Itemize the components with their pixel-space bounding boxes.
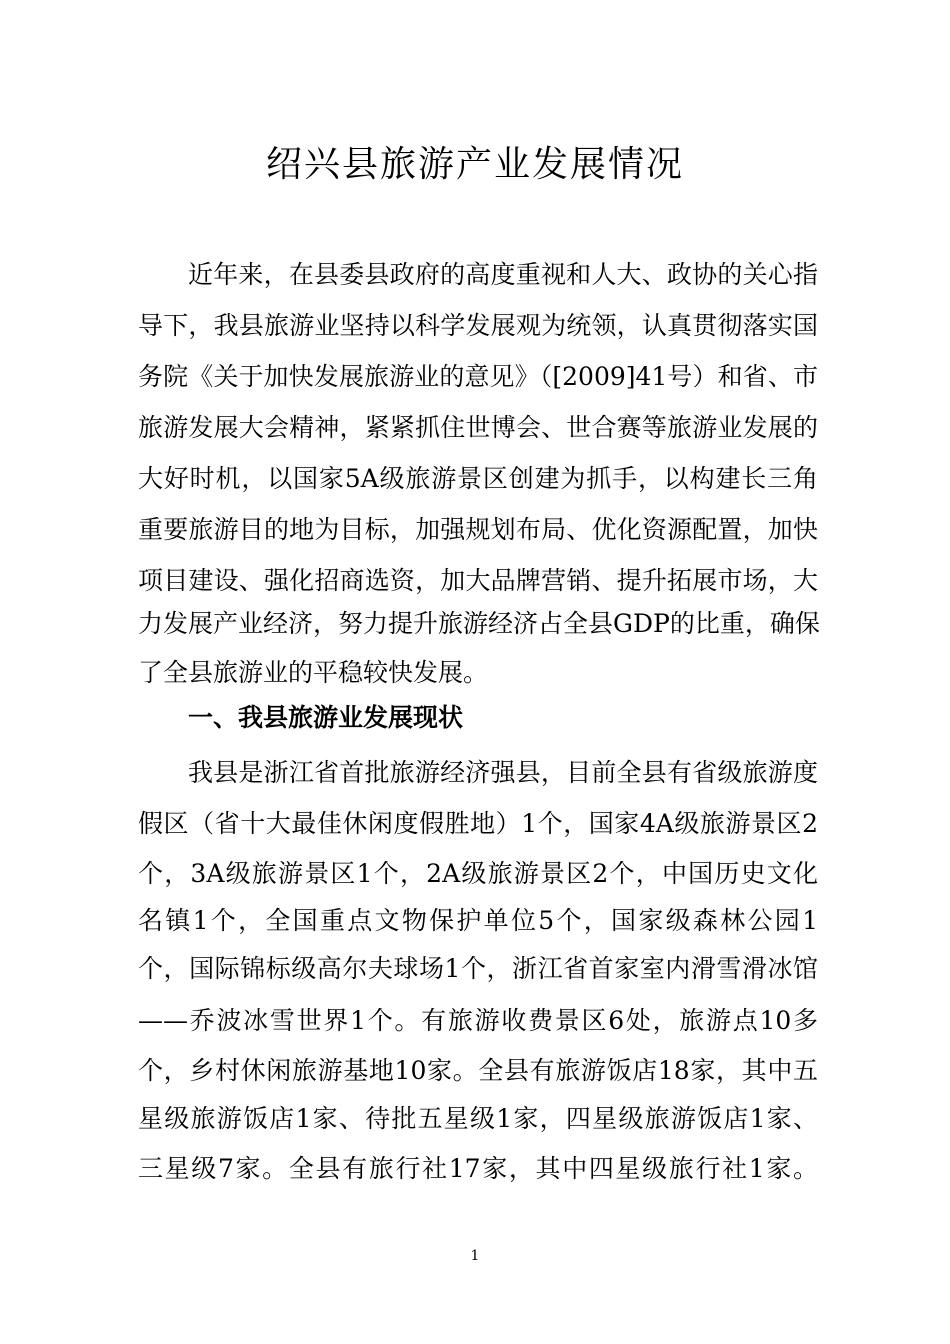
paragraph-line: 近年来，在县委县政府的高度重视和人大、政协的关心指: [188, 260, 818, 289]
paragraph-line: ——乔波冰雪世界1个。有旅游收费景区6处，旅游点10多: [138, 1006, 818, 1035]
page-number: 1: [470, 1248, 480, 1264]
paragraph-line: 星级旅游饭店1家、待批五星级1家，四星级旅游饭店1家、: [138, 1104, 818, 1133]
paragraph-line: 个，3A级旅游景区1个，2A级旅游景区2个，中国历史文化: [138, 859, 818, 888]
section-heading: 一、我县旅游业发展现状: [188, 703, 464, 732]
paragraph-line: 导下，我县旅游业坚持以科学发展观为统领，认真贯彻落实国: [138, 311, 818, 340]
paragraph-line: 假区（省十大最佳休闲度假胜地）1个，国家4A级旅游景区2: [138, 809, 818, 838]
paragraph-line: 个，国际锦标级高尔夫球场1个，浙江省首家室内滑雪滑冰馆: [138, 954, 818, 983]
paragraph-line: 力发展产业经济，努力提升旅游经济占全县GDP的比重，确保: [138, 609, 820, 638]
paragraph-line: 个，乡村休闲旅游基地10家。全县有旅游饭店18家，其中五: [138, 1056, 818, 1085]
paragraph-line: 重要旅游目的地为目标，加强规划布局、优化资源配置，加快: [138, 515, 818, 544]
paragraph-line: 旅游发展大会精神，紧紧抓住世博会、世合赛等旅游业发展的: [138, 413, 818, 442]
paragraph-line: 大好时机，以国家5A级旅游景区创建为抓手，以构建长三角: [138, 464, 818, 493]
paragraph-line: 我县是浙江省首批旅游经济强县，目前全县有省级旅游度: [188, 758, 818, 787]
paragraph-line: 项目建设、强化招商选资，加大品牌营销、提升拓展市场，大: [138, 566, 818, 595]
document-title: 绍兴县旅游产业发展情况: [265, 144, 684, 185]
paragraph-line: 务院《关于加快发展旅游业的意见》（[2009]41号）和省、市: [138, 362, 818, 391]
paragraph-line: 了全县旅游业的平稳较快发展。: [138, 658, 489, 687]
paragraph-line: 三星级7家。全县有旅行社17家，其中四星级旅行社1家。: [138, 1154, 818, 1183]
paragraph-line: 名镇1个，全国重点文物保护单位5个，国家级森林公园1: [138, 906, 818, 935]
